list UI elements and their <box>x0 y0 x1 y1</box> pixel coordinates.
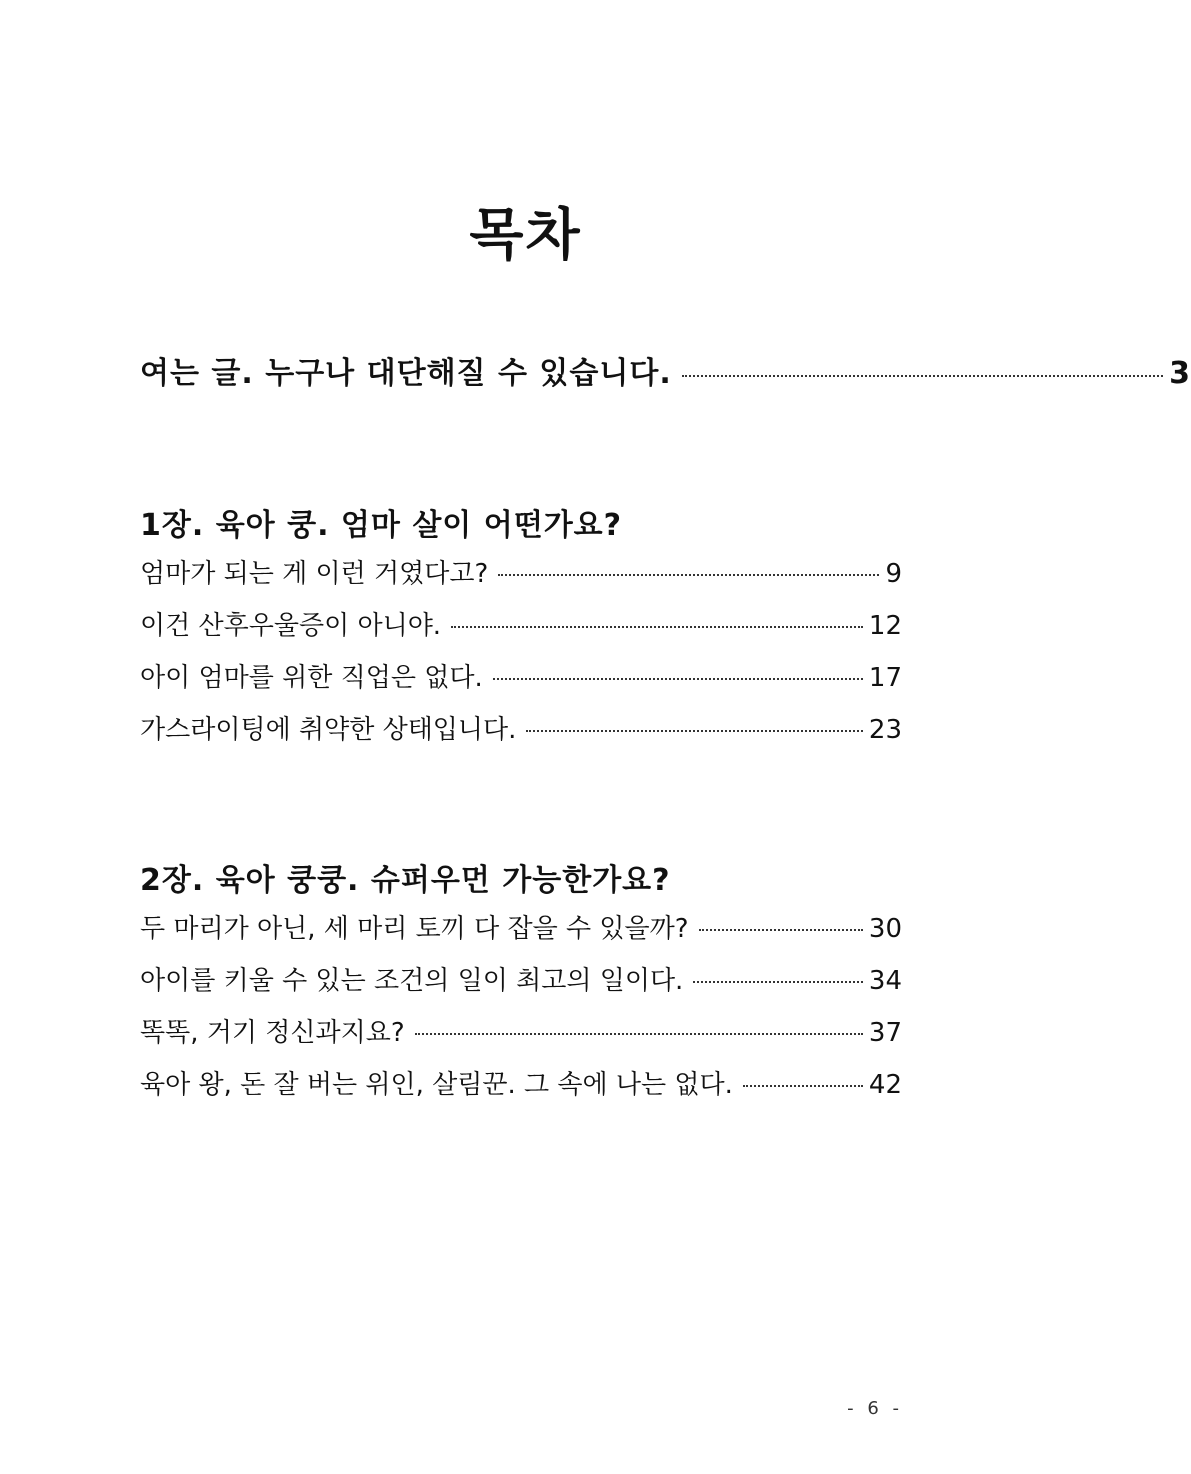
toc-entry[interactable] <box>140 1059 902 1111</box>
toc-entry-label: 엄마가 되는 게 이런 거였다고? <box>140 559 489 589</box>
toc-entry-page: 42 <box>868 1070 902 1100</box>
chapter-2-heading: 2장. 육아 쿵쿵. 슈퍼우먼 가능한가요? <box>140 863 671 898</box>
toc-entry[interactable] <box>140 548 902 600</box>
dot-leader <box>498 574 879 576</box>
toc-entry-label: 두 마리가 아닌, 세 마리 토끼 다 잡을 수 있을까? <box>140 914 689 944</box>
dot-leader <box>493 678 863 680</box>
toc-entry-page: 23 <box>868 715 902 745</box>
toc-entry-label: 똑똑, 거기 정신과지요? <box>140 1018 405 1048</box>
toc-entry[interactable] <box>140 704 902 756</box>
toc-entry-intro[interactable] <box>140 348 1191 392</box>
page-footer <box>0 1398 1051 1419</box>
toc-entry-page: 12 <box>868 611 902 641</box>
toc-entry-page: 37 <box>868 1018 902 1048</box>
toc-entry-label: 여는 글. 누구나 대단해질 수 있습니다. <box>140 356 672 391</box>
dot-leader <box>682 375 1163 377</box>
toc-entry-label: 육아 왕, 돈 잘 버는 위인, 살림꾼. 그 속에 나는 없다. <box>140 1070 733 1100</box>
dot-leader <box>699 929 863 931</box>
dot-leader <box>415 1033 863 1035</box>
dot-leader <box>451 626 863 628</box>
toc-entry-page: 34 <box>868 966 902 996</box>
dot-leader <box>693 981 863 983</box>
toc-entry-label: 아이를 키울 수 있는 조건의 일이 최고의 일이다. <box>140 966 684 996</box>
toc-entry[interactable] <box>140 652 902 704</box>
toc-entry[interactable] <box>140 903 902 955</box>
toc-entry[interactable] <box>140 955 902 1007</box>
dot-leader <box>526 730 862 732</box>
chapter-2-entries <box>140 903 902 1111</box>
toc-entry-label: 이건 산후우울증이 아니야. <box>140 611 442 641</box>
toc-entry-page: 17 <box>868 663 902 693</box>
page-number: - 6 - <box>847 1398 903 1419</box>
dot-leader <box>743 1085 863 1087</box>
toc-entry-label: 아이 엄마를 위한 직업은 없다. <box>140 663 483 693</box>
toc-entry-page: 30 <box>868 914 902 944</box>
toc-entry[interactable] <box>140 600 902 652</box>
toc-entry-label: 가스라이팅에 취약한 상태입니다. <box>140 715 517 745</box>
chapter-1-heading: 1장. 육아 쿵. 엄마 살이 어떤가요? <box>140 508 623 543</box>
chapter-1-entries <box>140 548 902 756</box>
toc-entry-page: 3 <box>1169 356 1191 391</box>
page-title: 목차 <box>469 202 582 268</box>
toc-entry-page: 9 <box>885 559 902 589</box>
toc-entry[interactable] <box>140 1007 902 1059</box>
